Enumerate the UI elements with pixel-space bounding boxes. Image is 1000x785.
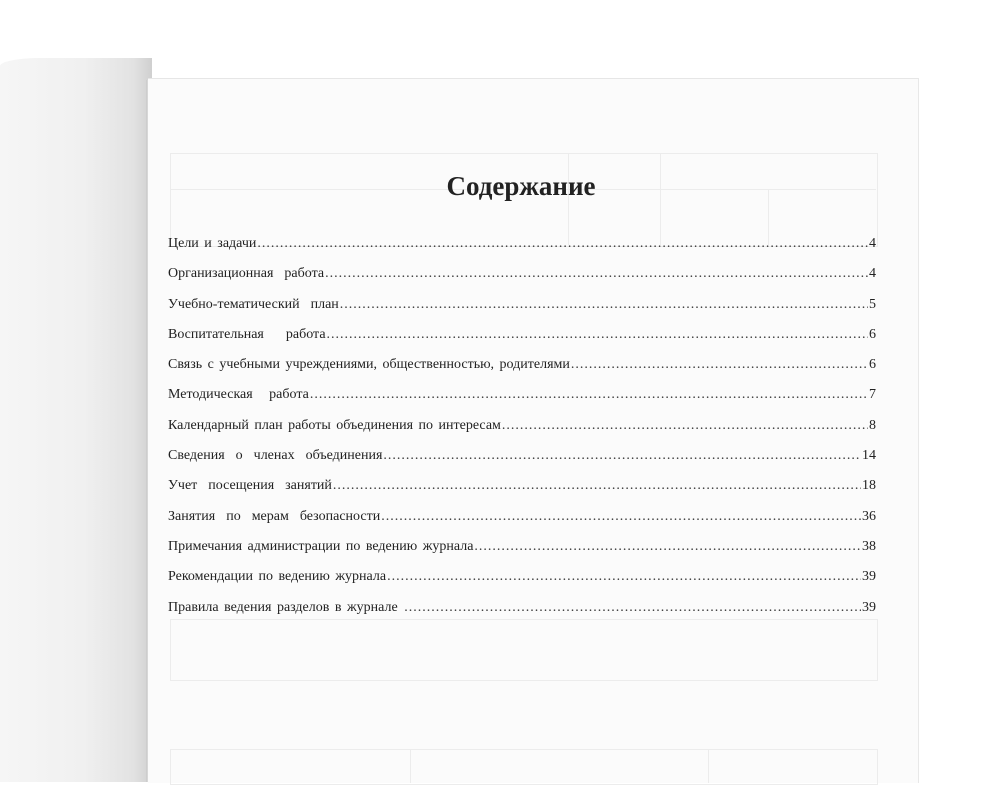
toc-entry-label: Учет посещения занятий — [168, 478, 332, 494]
toc-dot-leader — [257, 236, 868, 252]
show-through-table — [170, 749, 878, 785]
toc-dot-leader — [381, 509, 861, 525]
toc-entry-label: Рекомендации по ведению журнала — [168, 569, 387, 585]
toc-entry-label: Организационная работа — [168, 266, 325, 282]
toc-entry[interactable] — [168, 478, 876, 508]
toc-entry[interactable] — [168, 569, 876, 599]
toc-dot-leader — [502, 418, 868, 434]
show-through-line — [410, 749, 411, 783]
toc-dot-leader — [325, 266, 868, 282]
toc-dot-leader — [310, 387, 868, 403]
toc-dot-leader — [474, 539, 861, 555]
toc-dot-leader — [383, 448, 861, 464]
toc-entry-label: Учебно-тематический план — [168, 296, 339, 312]
toc-entry-page: 39 — [862, 599, 876, 615]
toc-entry[interactable] — [168, 297, 876, 327]
left-page — [0, 58, 152, 782]
toc-entry-label: Занятия по мерам безопасности — [168, 508, 381, 524]
toc-entry[interactable] — [168, 357, 876, 387]
toc-dot-leader — [404, 600, 861, 616]
toc-entry-page: 5 — [869, 296, 876, 312]
toc-entry-label: Сведения о членах объединения — [168, 448, 383, 464]
toc-dot-leader — [333, 478, 861, 494]
toc-entry-page: 7 — [869, 387, 876, 403]
toc-entry[interactable] — [168, 387, 876, 417]
toc-entry[interactable] — [168, 418, 876, 448]
toc-entry[interactable] — [168, 509, 876, 539]
toc-entry-page: 6 — [869, 357, 876, 373]
toc-entry[interactable] — [168, 266, 876, 296]
toc-entry-page: 18 — [862, 478, 876, 494]
toc-dot-leader — [327, 327, 868, 343]
table-of-contents — [168, 236, 876, 630]
toc-entry-page: 39 — [862, 569, 876, 585]
toc-entry-label: Цели и задачи — [168, 236, 257, 251]
page-title: Содержание — [446, 171, 596, 202]
toc-entry-label: Примечания администрации по ведению журнала — [168, 538, 474, 554]
show-through-line — [708, 749, 709, 783]
toc-dot-leader — [340, 297, 868, 313]
toc-entry[interactable] — [168, 236, 876, 266]
contents-page — [148, 78, 919, 783]
toc-entry-page: 6 — [869, 326, 876, 342]
toc-entry-page: 14 — [862, 448, 876, 464]
toc-entry-page: 4 — [869, 266, 876, 282]
toc-entry[interactable] — [168, 448, 876, 478]
toc-entry-label: Методическая работа — [168, 387, 309, 403]
toc-entry-label: Воспитательная работа — [168, 326, 326, 342]
toc-dot-leader — [387, 569, 861, 585]
toc-entry[interactable] — [168, 539, 876, 569]
toc-entry-page: 8 — [869, 417, 876, 433]
toc-entry-page: 36 — [862, 508, 876, 524]
toc-entry-label: Правила ведения разделов в журнале — [168, 599, 404, 615]
toc-entry-label: Календарный план работы объединения по интересам — [168, 417, 501, 433]
toc-entry-label: Связь с учебными учреждениями, общественностью, родителями — [168, 357, 570, 373]
toc-entry[interactable] — [168, 327, 876, 357]
toc-dot-leader — [571, 357, 868, 373]
toc-entry-page: 38 — [862, 538, 876, 554]
toc-entry-page: 4 — [869, 236, 876, 251]
toc-entry[interactable] — [168, 600, 876, 630]
